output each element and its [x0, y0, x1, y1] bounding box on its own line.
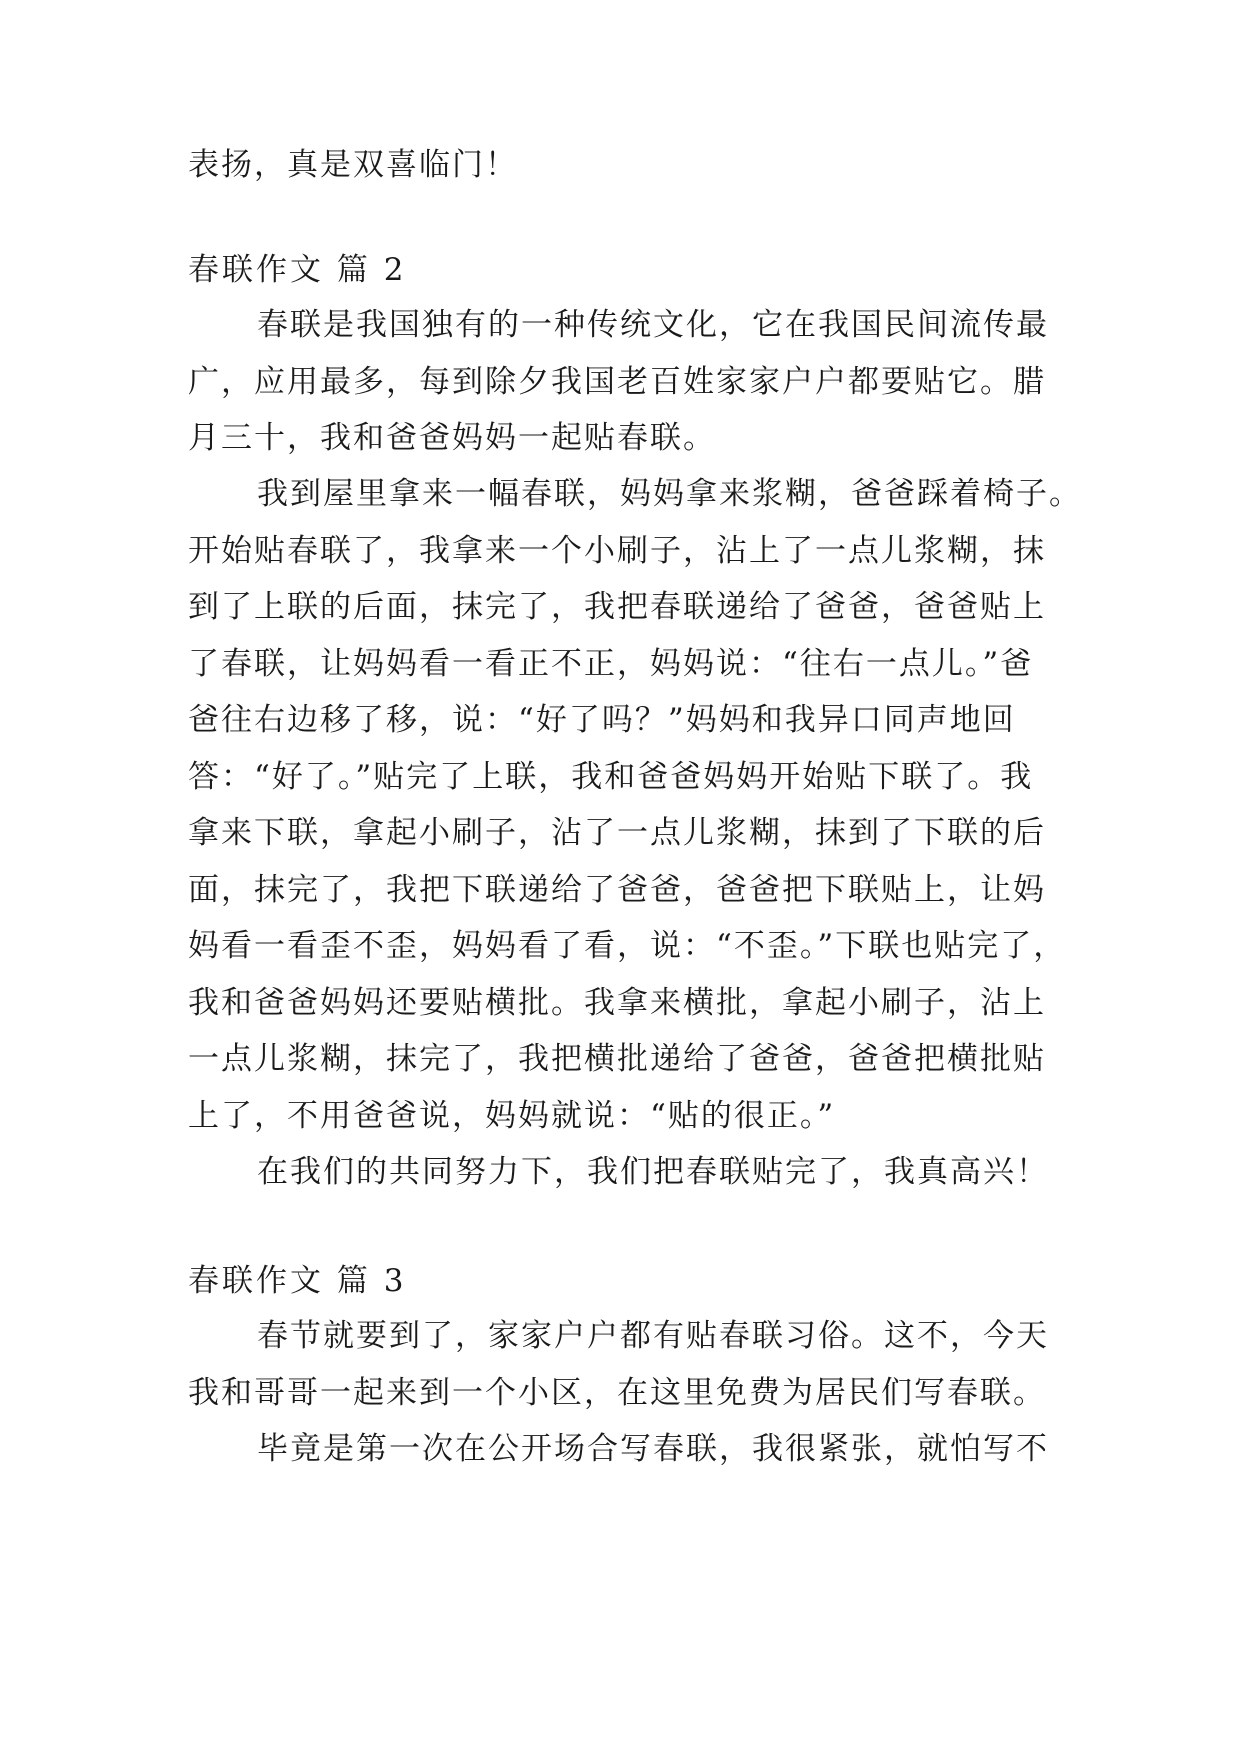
paragraph-line: 妈看一看歪不歪，妈妈看了看，说：“不歪。”下联也贴完了，	[188, 928, 1067, 964]
paragraph-line: 爸往右边移了移，说：“好了吗？”妈妈和我异口同声地回	[188, 702, 1016, 738]
paragraph-line: 毕竟是第一次在公开场合写春联，我很紧张，就怕写不	[257, 1431, 1049, 1467]
paragraph-line: 春联是我国独有的一种传统文化，它在我国民间流传最	[257, 307, 1049, 343]
paragraph-line: 广，应用最多，每到除夕我国老百姓家家户户都要贴它。腊	[188, 364, 1046, 400]
paragraph-line: 我和爸爸妈妈还要贴横批。我拿来横批，拿起小刷子，沾上	[188, 985, 1046, 1021]
paragraph-line: 拿来下联，拿起小刷子，沾了一点儿浆糊，抹到了下联的后	[188, 815, 1046, 851]
paragraph-line: 月三十，我和爸爸妈妈一起贴春联。	[188, 420, 716, 456]
section-heading-3: 春联作文 篇 3	[188, 1263, 407, 1299]
paragraph-line: 面，抹完了，我把下联递给了爸爸，爸爸把下联贴上，让妈	[188, 872, 1046, 908]
paragraph-line: 答：“好了。”贴完了上联，我和爸爸妈妈开始贴下联了。我	[188, 759, 1034, 795]
paragraph-line: 一点儿浆糊，抹完了，我把横批递给了爸爸，爸爸把横批贴	[188, 1041, 1046, 1077]
paragraph-line: 上了，不用爸爸说，妈妈就说：“贴的很正。”	[188, 1098, 836, 1134]
paragraph-line: 我和哥哥一起来到一个小区，在这里免费为居民们写春联。	[188, 1375, 1046, 1411]
paragraph-line: 开始贴春联了，我拿来一个小刷子，沾上了一点儿浆糊，抹	[188, 533, 1046, 569]
paragraph-line: 我到屋里拿来一幅春联，妈妈拿来浆糊，爸爸踩着椅子。	[257, 476, 1082, 512]
paragraph-line: 春节就要到了，家家户户都有贴春联习俗。这不，今天	[257, 1318, 1049, 1354]
paragraph-line: 了春联，让妈妈看一看正不正，妈妈说：“往右一点儿。”爸	[188, 646, 1034, 682]
paragraph-line: 表扬，真是双喜临门！	[188, 147, 518, 183]
section-heading-2: 春联作文 篇 2	[188, 252, 407, 288]
paragraph-line: 到了上联的后面，抹完了，我把春联递给了爸爸，爸爸贴上	[188, 589, 1046, 625]
paragraph-line: 在我们的共同努力下，我们把春联贴完了，我真高兴！	[257, 1154, 1049, 1190]
